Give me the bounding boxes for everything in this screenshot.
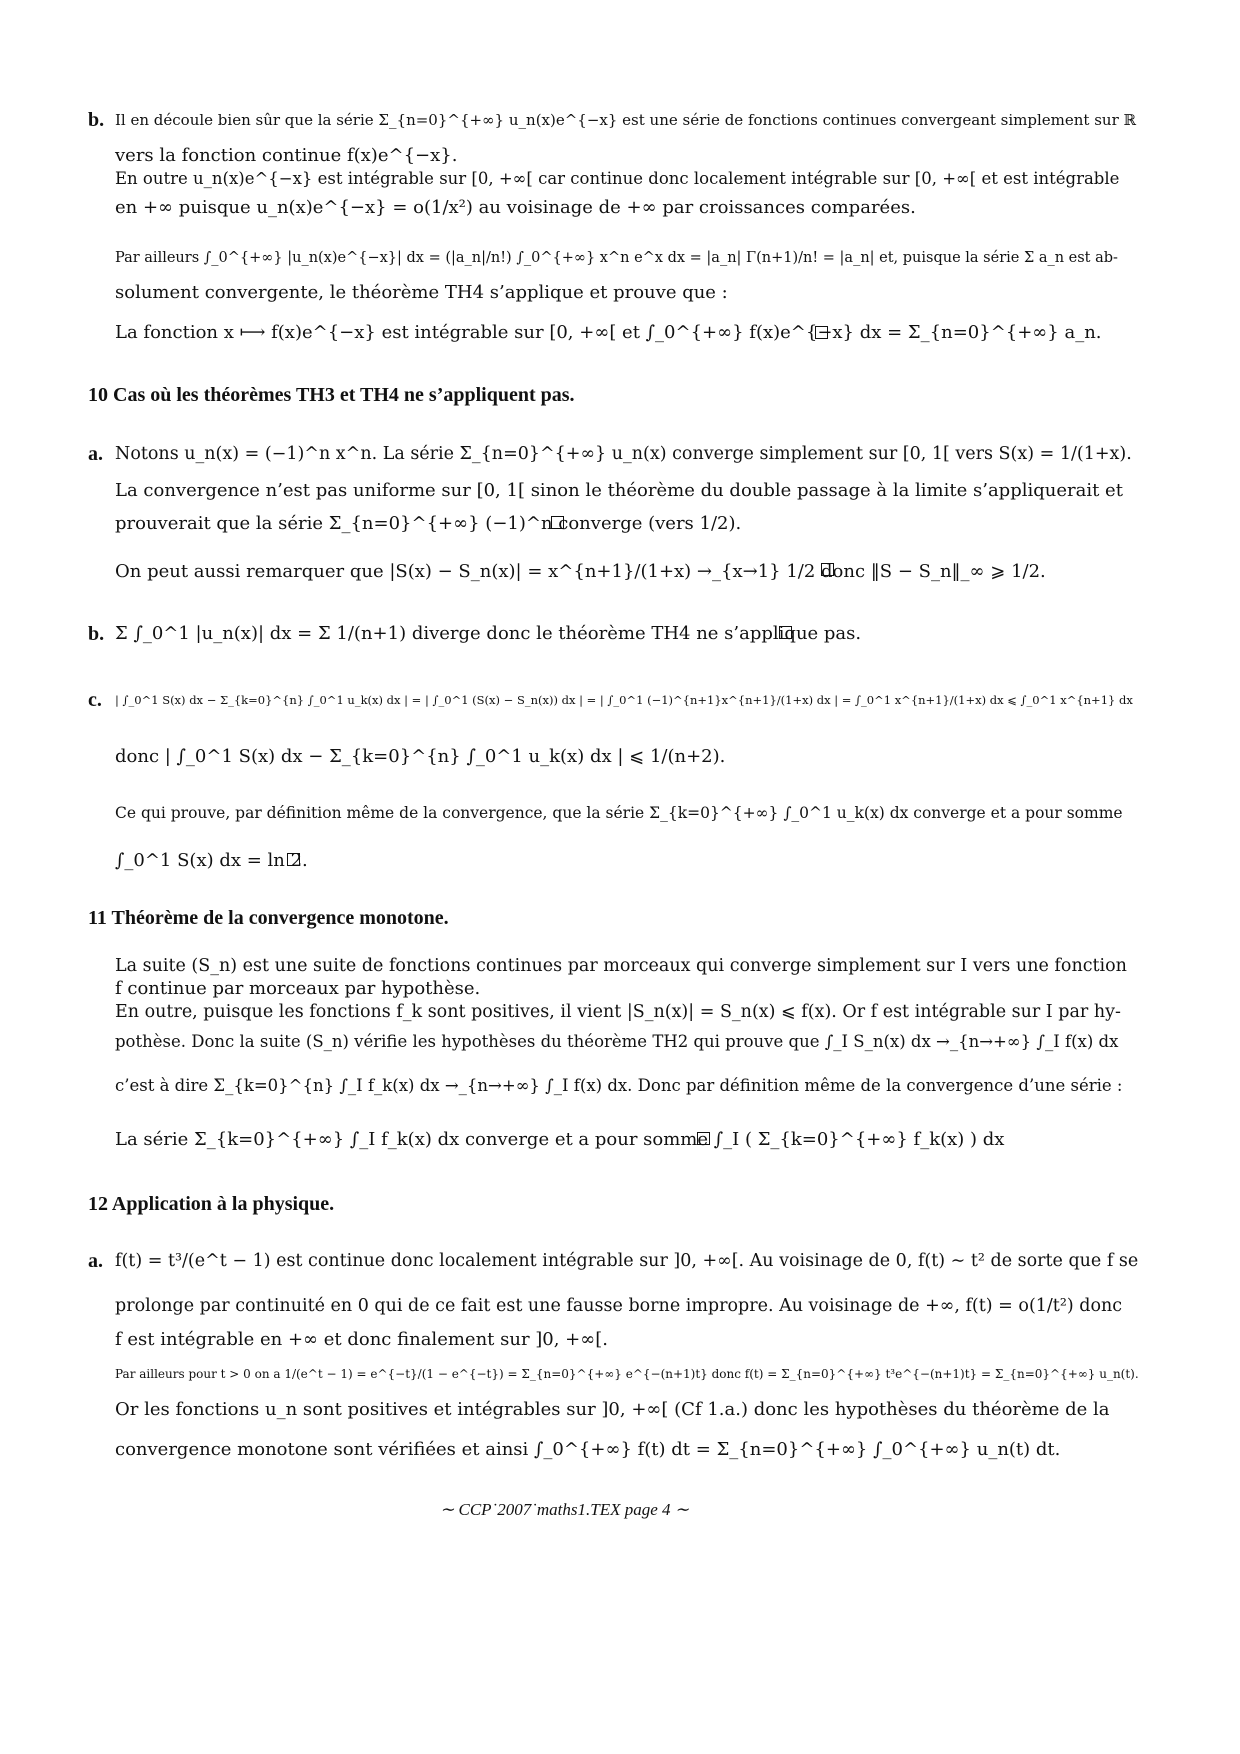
q9b-label: b. <box>88 109 105 131</box>
qed-box <box>821 563 834 576</box>
s10-c-line3: Ce qui prouve, par définition même de la convergence, que la série Σ_{k=0}^{+∞} ∫_0^1 u_k(x) dx converge et a pour somme <box>115 804 1123 822</box>
s10-b-line1: Σ ∫_0^1 |u_n(x)| dx = Σ 1/(n+1) diverge donc le théorème TH4 ne s’applique pas. <box>115 623 862 644</box>
s10-b-label: b. <box>88 623 105 645</box>
s10-c-label: c. <box>88 689 102 711</box>
q9b-line4: en +∞ puisque u_n(x)e^{−x} = o(1/x²) au voisinage de +∞ par croissances comparées. <box>115 197 916 218</box>
s10-c-line4: ∫_0^1 S(x) dx = ln 2. <box>115 850 308 871</box>
s12-a-line1: f(t) = t³/(e^t − 1) est continue donc localement intégrable sur ]0, +∞[. Au voisinage de 0, f(t) ∼ t² de sorte que f se <box>115 1251 1139 1271</box>
q9b-line2: vers la fonction continue f(x)e^{−x}. <box>115 145 458 166</box>
s12-a-line3: f est intégrable en +∞ et donc finalement sur ]0, +∞[. <box>115 1329 609 1350</box>
page-footer: ∼ CCP˙2007˙maths1.TEX page 4 ∼ <box>440 1500 690 1519</box>
s12-a-line2: prolonge par continuité en 0 qui de ce fait est une fausse borne impropre. Au voisinage de +∞, f(t) = o(1/t²) donc <box>115 1296 1123 1316</box>
s11-line1: La suite (S_n) est une suite de fonctions continues par morceaux qui converge simplement sur I vers une fonction <box>115 956 1127 976</box>
s11-line6: La série Σ_{k=0}^{+∞} ∫_I f_k(x) dx converge et a pour somme ∫_I ( Σ_{k=0}^{+∞} f_k(x) ) dx <box>115 1129 1005 1150</box>
s10-a-line2: La convergence n’est pas uniforme sur [0, 1[ sinon le théorème du double passage à la limite s’appliquerait et <box>115 480 1123 501</box>
qed-box <box>697 1132 710 1145</box>
s10-a-line4: On peut aussi remarquer que |S(x) − S_n(x)| = x^{n+1}/(1+x) →_{x→1} 1/2 donc ‖S − S_n‖_∞ ⩾ 1/2. <box>115 561 1046 582</box>
s12-a-label: a. <box>88 1250 103 1272</box>
qed-box <box>779 626 792 639</box>
q9b-line1: Il en découle bien sûr que la série Σ_{n=0}^{+∞} u_n(x)e^{−x} est une série de fonctions continues convergeant simplement sur ℝ <box>115 111 1136 129</box>
qed-box <box>287 853 300 866</box>
s10-a-line3: prouverait que la série Σ_{n=0}^{+∞} (−1)^n converge (vers 1/2). <box>115 513 742 534</box>
s11-line5: c’est à dire Σ_{k=0}^{n} ∫_I f_k(x) dx →_{n→+∞} ∫_I f(x) dx. Donc par définition même de la convergence d’une série : <box>115 1076 1123 1095</box>
qed-box <box>551 516 564 529</box>
q9b-line3: En outre u_n(x)e^{−x} est intégrable sur [0, +∞[ car continue donc localement intégrable sur [0, +∞[ et est intégrable <box>115 169 1120 188</box>
section-11-heading: 11 Théorème de la convergence monotone. <box>88 907 449 929</box>
s11-line3: En outre, puisque les fonctions f_k sont positives, il vient |S_n(x)| = S_n(x) ⩽ f(x). Or f est intégrable sur I par hy- <box>115 1002 1121 1022</box>
q9b-line6: solument convergente, le théorème TH4 s’applique et prouve que : <box>115 282 728 303</box>
s10-c-line1: | ∫_0^1 S(x) dx − Σ_{k=0}^{n} ∫_0^1 u_k(x) dx | = | ∫_0^1 (S(x) − S_n(x)) dx | = | ∫_0^1 (−1)^{n+1}x^{n+1}/(1+x) dx | = ∫_0^1 x^{n+1}/(1+x) dx ⩽ ∫_0^1 x^{n+1} dx <box>115 693 1133 707</box>
s11-line4: pothèse. Donc la suite (S_n) vérifie les hypothèses du théorème TH2 qui prouve que ∫_I S_n(x) dx →_{n→+∞} ∫_I f(x) dx <box>115 1032 1119 1051</box>
qed-box <box>815 326 828 339</box>
s10-a-label: a. <box>88 443 103 465</box>
section-10-heading: 10 Cas où les théorèmes TH3 et TH4 ne s’appliquent pas. <box>88 384 575 406</box>
s10-a-line1: Notons u_n(x) = (−1)^n x^n. La série Σ_{n=0}^{+∞} u_n(x) converge simplement sur [0, 1[ vers S(x) = 1/(1+x). <box>115 444 1132 464</box>
s12-a-line4: Par ailleurs pour t > 0 on a 1/(e^t − 1) = e^{−t}/(1 − e^{−t}) = Σ_{n=0}^{+∞} e^{−(n+1)t} donc f(t) = Σ_{n=0}^{+∞} t³e^{−(n+1)t} = Σ_{n=0}^{+∞} u_n(t). <box>115 1367 1139 1381</box>
q9b-line5: Par ailleurs ∫_0^{+∞} |u_n(x)e^{−x}| dx = (|a_n|/n!) ∫_0^{+∞} x^n e^x dx = |a_n| Γ(n+1)/n! = |a_n| et, puisque la série Σ a_n est ab- <box>115 250 1118 266</box>
s11-line2: f continue par morceaux par hypothèse. <box>115 978 481 999</box>
s12-a-line5: Or les fonctions u_n sont positives et intégrables sur ]0, +∞[ (Cf 1.a.) donc les hypothèses du théorème de la <box>115 1399 1110 1420</box>
s12-a-line6: convergence monotone sont vérifiées et ainsi ∫_0^{+∞} f(t) dt = Σ_{n=0}^{+∞} ∫_0^{+∞} u_n(t) dt. <box>115 1439 1061 1460</box>
q9b-line7: La fonction x ⟼ f(x)e^{−x} est intégrable sur [0, +∞[ et ∫_0^{+∞} f(x)e^{−x} dx = Σ_{n=0}^{+∞} a_n. <box>115 322 1102 343</box>
section-12-heading: 12 Application à la physique. <box>88 1193 335 1215</box>
s10-c-line2: donc | ∫_0^1 S(x) dx − Σ_{k=0}^{n} ∫_0^1 u_k(x) dx | ⩽ 1/(n+2). <box>115 746 726 767</box>
